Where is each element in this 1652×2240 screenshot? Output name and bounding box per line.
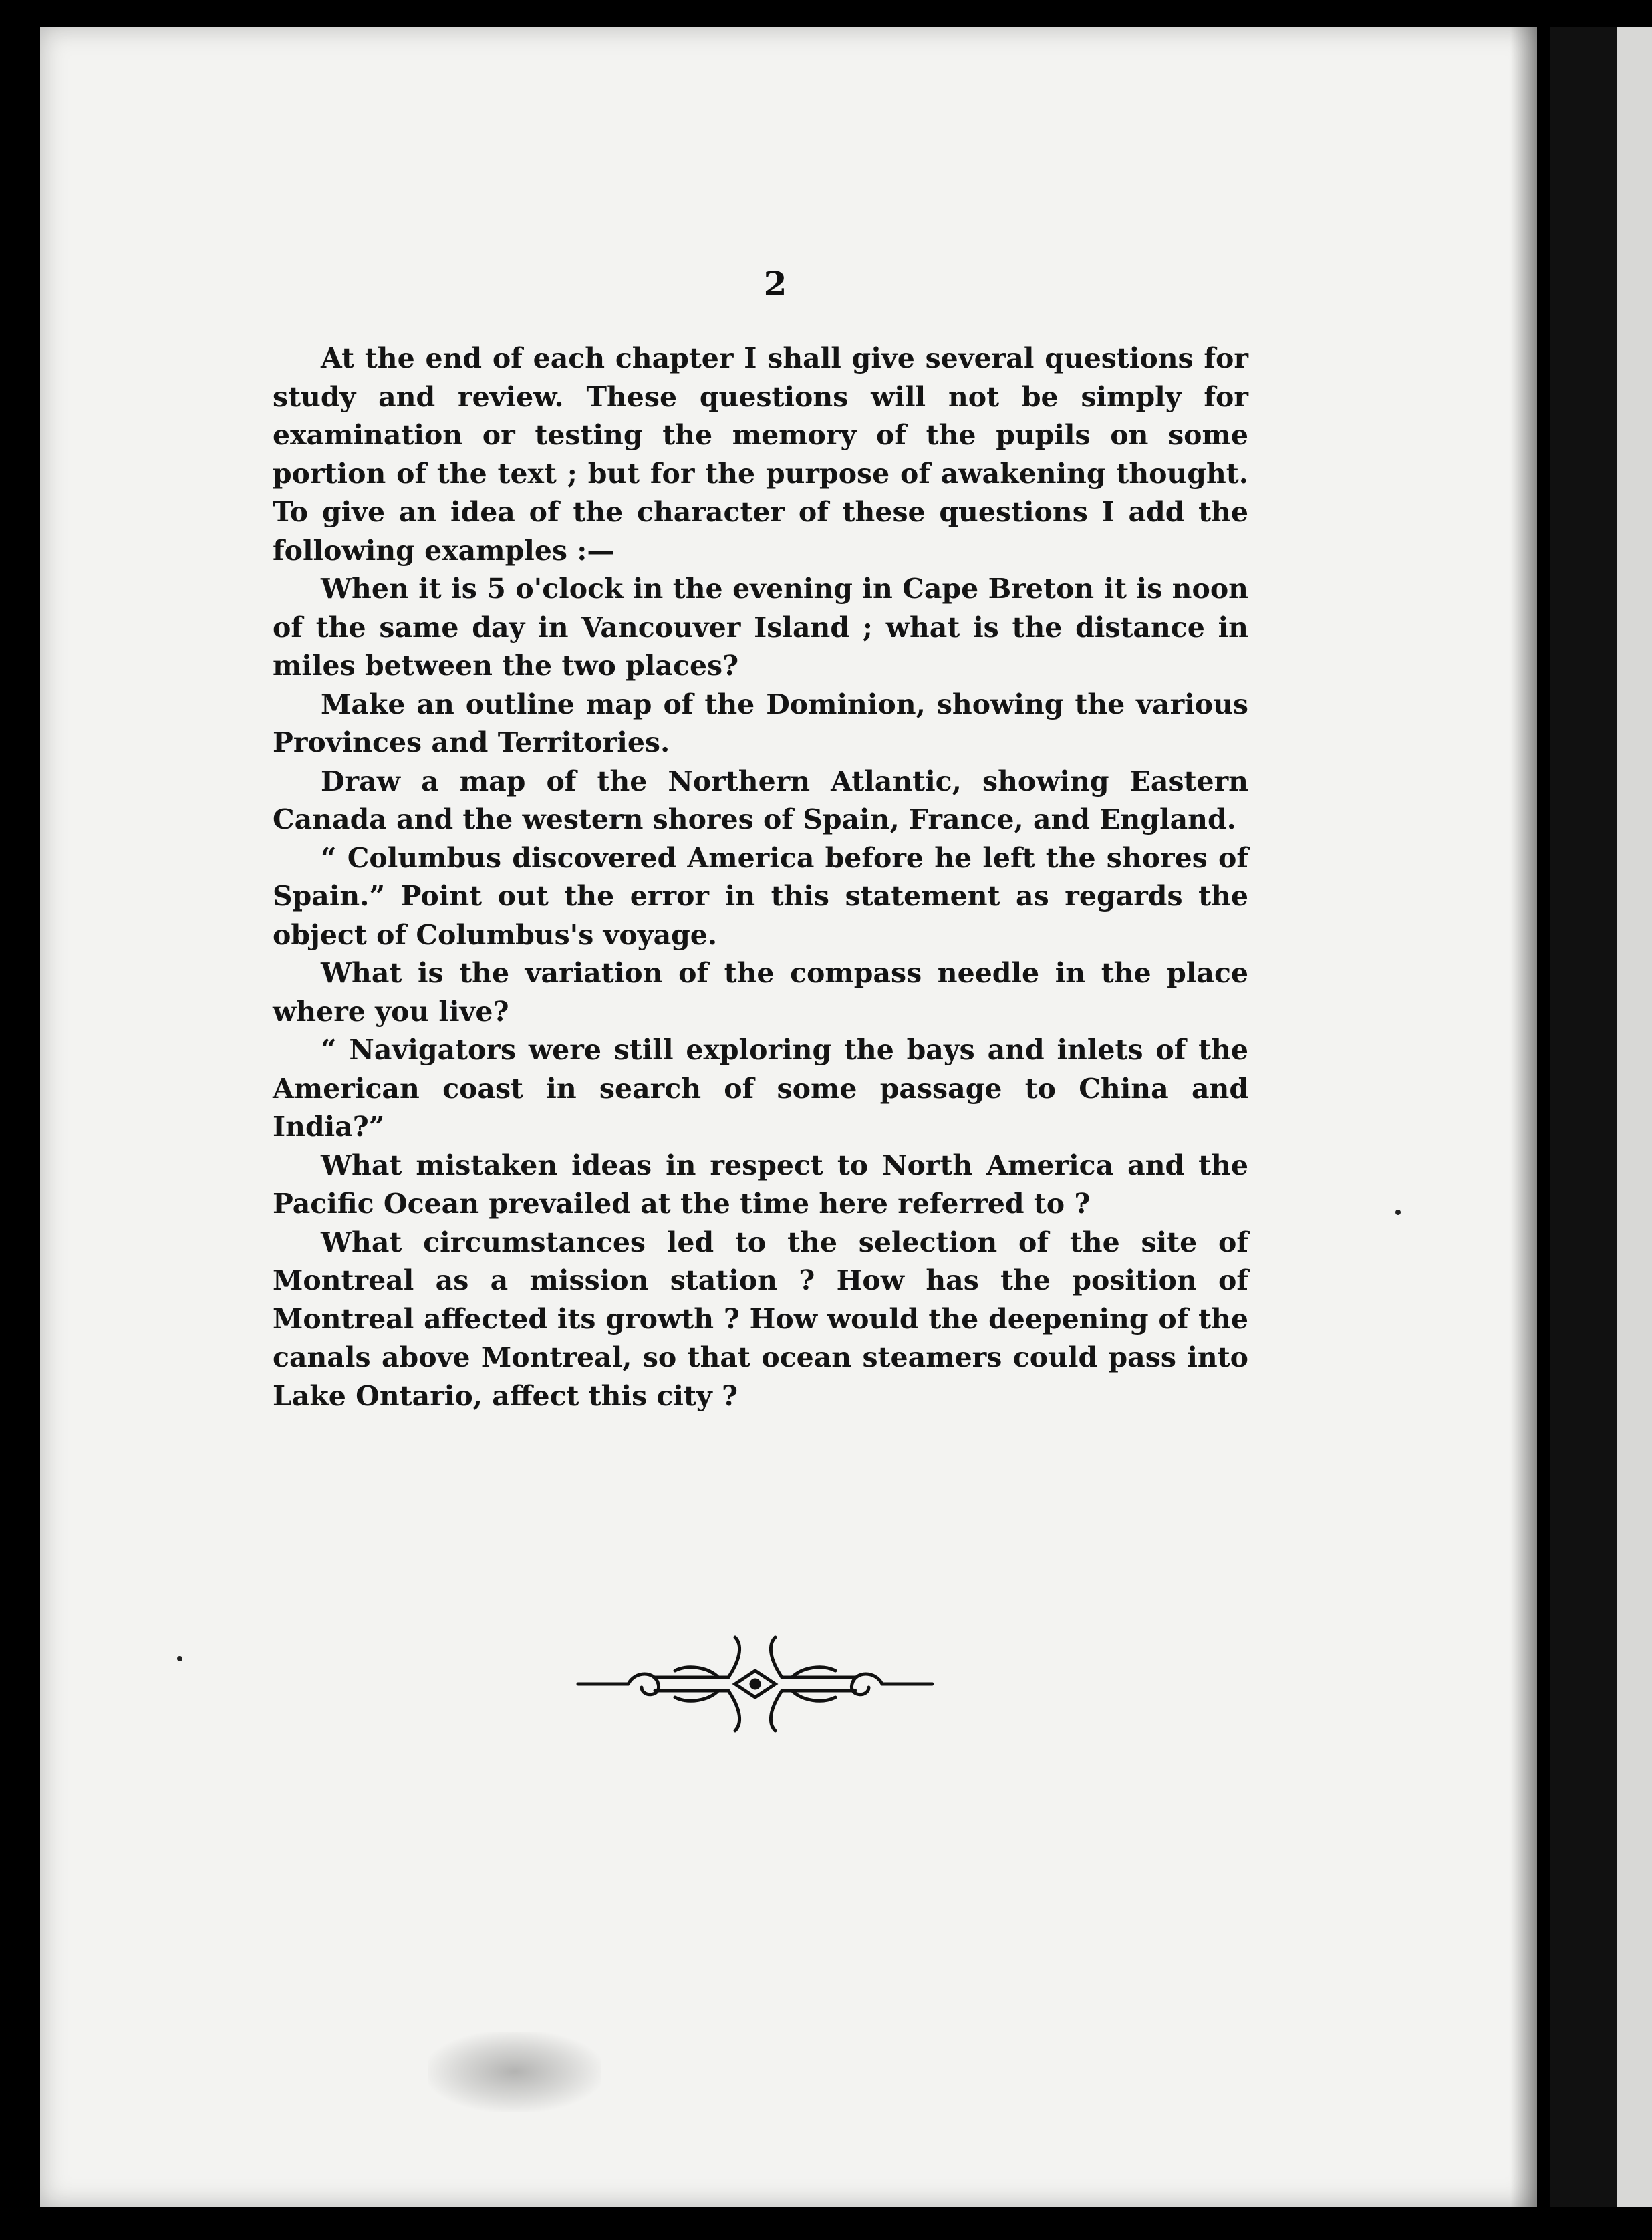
paragraph-question-time: When it is 5 o'clock in the evening in Cape Breton it is noon of the same day in Vancouver Island ; what is the distance in miles between the two places? (273, 573, 1248, 682)
speck (1395, 1210, 1401, 1215)
paragraph-question-columbus: “ Columbus discovered America before he left the shores of Spain.” Point out the error in this statement as regards the object of Columbus's voyage. (273, 841, 1248, 951)
paragraph-question-atlantic-map: Draw a map of the Northern Atlantic, showing Eastern Canada and the western shores of Spain, France, and England. (273, 764, 1248, 835)
speck (177, 1656, 182, 1661)
body-text (273, 339, 1248, 1415)
scroll-ornament-icon (575, 1631, 936, 1737)
page-number: 2 (763, 264, 787, 303)
paragraph-intro: At the end of each chapter I shall give several questions for study and review. These questions will not be simply for examination or testing the memory of the pupils on some portion of the text ; but for the purpose of awakening thought. To give an idea of the character of these questions I add the following examples :— (273, 342, 1248, 567)
paragraph-question-mistaken-ideas: What mistaken ideas in respect to North America and the Pacific Ocean prevailed at the time here referred to ? (273, 1149, 1248, 1220)
ink-smudge (428, 2032, 601, 2112)
paragraph-question-compass: What is the variation of the compass needle in the place where you live? (273, 957, 1248, 1028)
facing-page-sliver (1617, 27, 1652, 2207)
paragraph-question-navigators: “ Navigators were still exploring the bays and inlets of the American coast in search of some passage to China and India?” (273, 1034, 1248, 1143)
paragraph-question-montreal: What circumstances led to the selection of the site of Montreal as a mission station ? How has the position of Montreal affected its growth ? How would the deepening of the canals above Montreal, so that ocean steamers could pass into Lake Ontario, affect this city ? (273, 1226, 1248, 1412)
paragraph-question-outline-map: Make an outline map of the Dominion, showing the various Provinces and Territories. (273, 688, 1248, 758)
